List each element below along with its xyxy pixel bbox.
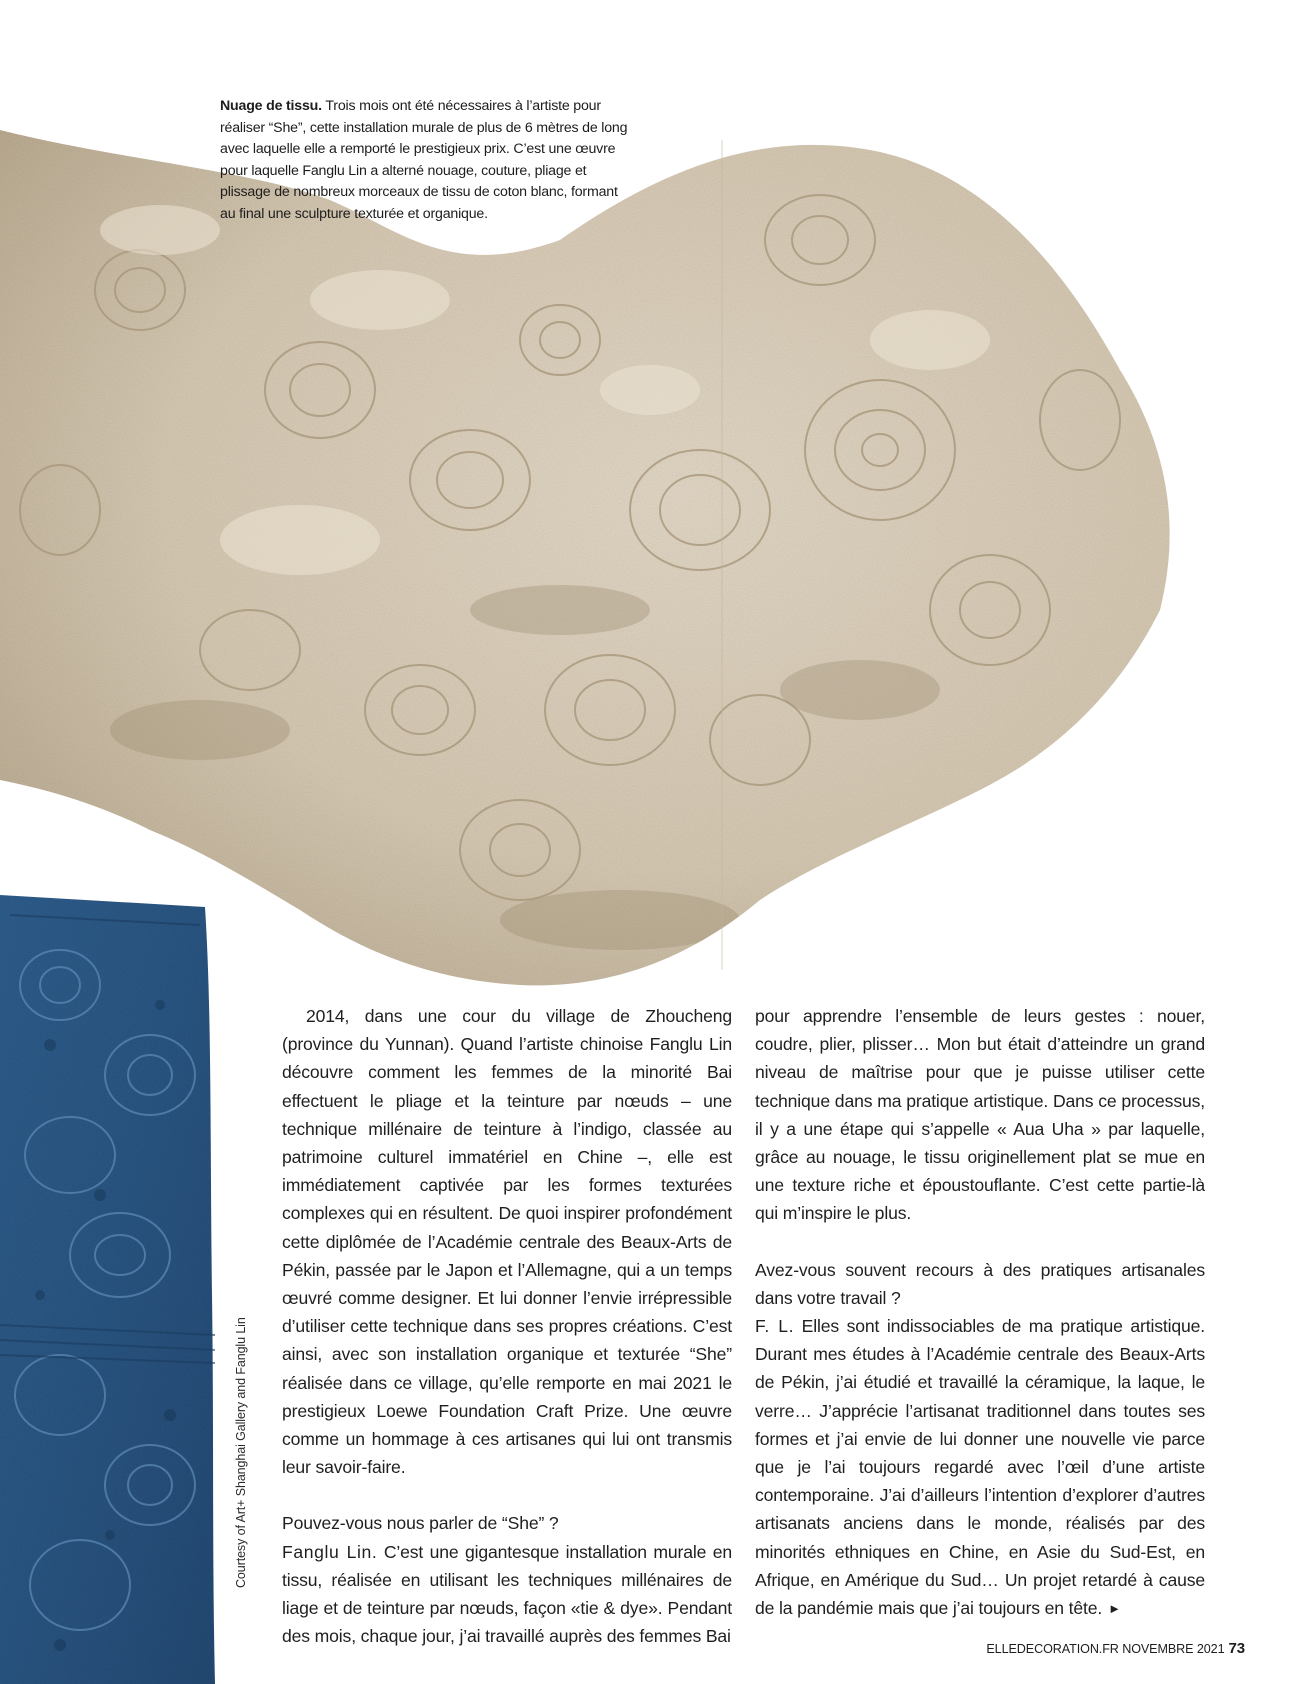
page-number: 73 [1228,1640,1245,1657]
interview-question-1: Pouvez-vous nous parler de “She” ? [282,1513,559,1534]
speaker-name: Fanglu Lin. [282,1541,378,1562]
body-column-2 [755,1002,1205,1623]
indigo-textile-photo [0,895,215,1684]
body-column-1 [282,1002,732,1650]
end-of-article-arrow-icon: ► [1108,1601,1121,1617]
interview-question-2: Avez-vous souvent recours à des pratiques artisanales dans votre travail ? [755,1259,1205,1308]
page-footer [986,1640,1245,1657]
answer-text: C’est une gigantesque installation murale en tissu, réalisée en utilisant les techniques millénaires de liage et de teinture par nœuds, façon «tie & dye». Pendant des mois, chaque jour, j’ai travaillé auprès des femmes Bai [282,1541,732,1647]
caption-text: Trois mois ont été nécessaires à l’artiste pour réaliser “She”, cette installation murale de plus de 6 mètres de long avec laquelle elle a remporté le prestigieux prix. C’est une œuvre pour laquelle Fanglu Lin a alterné nouage, couture, pliage et plissage de nombreux morceaux de tissu de coton blanc, formant au final une sculpture texturée et organique. [220,98,628,222]
photo-credit: Courtesy of Art+ Shanghai Gallery and Fanglu Lin [234,1317,248,1588]
continued-paragraph: pour apprendre l’ensemble de leurs gestes : nouer, coudre, plier, plisser… Mon but était d’atteindre un grand niveau de maîtrise pour que je puisse utiliser cette technique dans ma pratique artistique. Dans ce processus, il y a une étape qui s’appelle « Aua Uha » par laquelle, grâce au nouage, le tissu originellement plat se mue en une texture riche et époustouflante. C’est cette partie-là qui m’inspire le plus. [755,1006,1205,1224]
speaker-initials: F. L. [755,1316,795,1337]
footer-source: ELLEDECORATION.FR NOVEMBRE 2021 [986,1642,1225,1656]
intro-paragraph: 2014, dans une cour du village de Zhoucheng (province du Yunnan). Quand l’artiste chinoise Fanglu Lin découvre comment les femmes de la minorité Bai effectuent le pliage et la teinture par nœuds – une technique millénaire de teinture à l’indigo, classée au patrimoine culturel immatériel en Chine –, elle est immédiatement captivée par les formes texturées complexes qui en résultent. De quoi inspirer profondément cette diplômée de l’Académie centrale des Beaux-Arts de Pékin, passée par le Japon et l’Allemagne, qui a un temps œuvré comme designer. Et lui donner l’envie irrépressible d’utiliser cette technique dans ses propres créations. C’est ainsi, avec son installation organique et texturée “She” réalisée dans ce village, qu’elle remporte en mai 2021 le prestigieux Loewe Foundation Craft Prize. Une œuvre comme un hommage à ces artisanes qui lui ont transmis leur savoir-faire. [282,1006,732,1478]
interview-answer-1 [282,1538,732,1651]
textile-sculpture-photo [0,90,1230,990]
photo-caption [220,96,630,225]
answer-text-2: Elles sont indissociables de ma pratique artistique. Durant mes études à l’Académie centrale des Beaux-Arts de Pékin, j’ai étudié et travaillé la céramique, la laque, le verre… J’apprécie l’artisanat traditionnel dans toutes ses formes et j’ai envie de lui donner une nouvelle vie parce que je l’ai toujours regardé avec l’œil d’une artiste contemporaine. J’ai d’ailleurs l’intention d’explorer d’autres artisanats anciens dans le monde, réalisés par des minorités ethniques en Chine, en Asie du Sud-Est, en Afrique, en Amérique du Sud… Un projet retardé à cause de la pandémie mais que j’ai toujours en tête. [755,1316,1205,1619]
interview-answer-2 [755,1312,1205,1623]
caption-title: Nuage de tissu. [220,98,322,114]
